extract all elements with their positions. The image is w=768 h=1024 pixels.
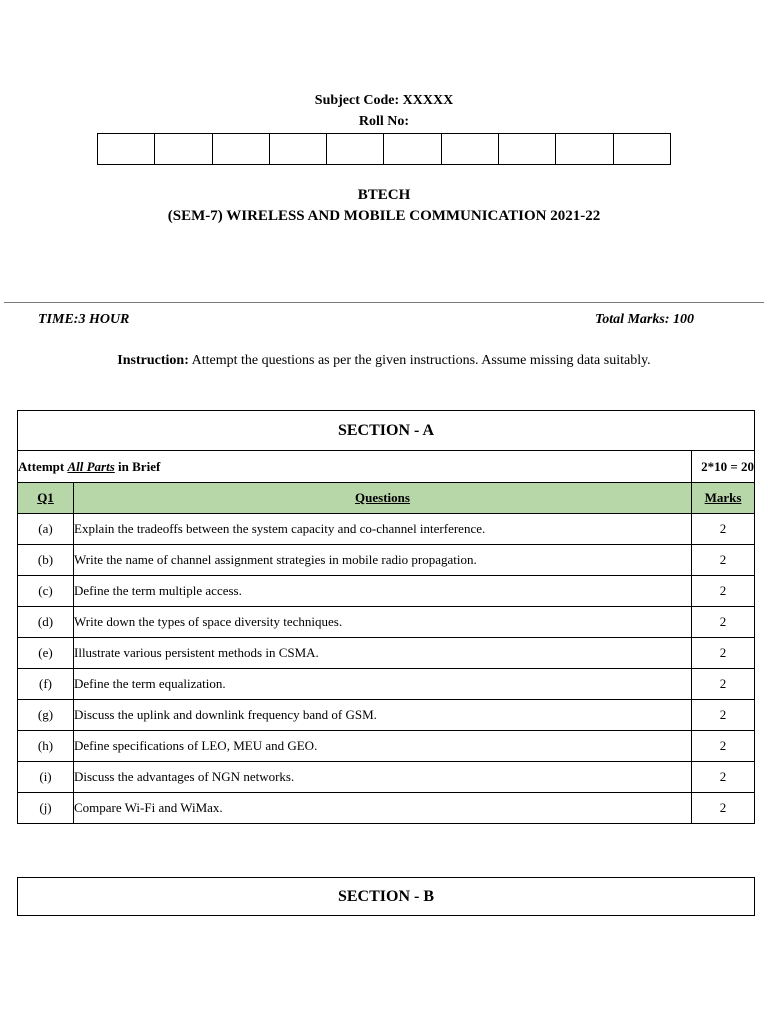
section-a-title: SECTION - A — [18, 411, 755, 451]
col-header-questions: Questions — [74, 483, 692, 514]
roll-no-box[interactable] — [499, 134, 556, 164]
question-row — [18, 514, 755, 545]
question-marks: 2 — [692, 514, 755, 545]
question-number: (g) — [18, 700, 74, 731]
question-text: Illustrate various persistent methods in CSMA. — [74, 638, 692, 669]
roll-no-box[interactable] — [213, 134, 270, 164]
roll-no-label: Roll No: — [358, 114, 410, 129]
question-number: (a) — [18, 514, 74, 545]
divider — [4, 302, 764, 303]
question-row — [18, 545, 755, 576]
exam-time: TIME:3 HOUR — [38, 312, 130, 327]
roll-no-box[interactable] — [614, 134, 670, 164]
attempt-suffix: in Brief — [114, 458, 161, 474]
roll-no-box[interactable] — [327, 134, 384, 164]
question-number: (i) — [18, 762, 74, 793]
col-header-marks: Marks — [692, 483, 755, 514]
total-marks: Total Marks: 100 — [594, 312, 694, 327]
question-text: Define specifications of LEO, MEU and GEO. — [74, 731, 692, 762]
question-number: (c) — [18, 576, 74, 607]
question-row — [18, 762, 755, 793]
question-row — [18, 700, 755, 731]
question-marks: 2 — [692, 762, 755, 793]
question-marks: 2 — [692, 669, 755, 700]
section-a-table — [17, 410, 755, 824]
attempt-instruction — [18, 451, 692, 483]
question-marks: 2 — [692, 607, 755, 638]
attempt-prefix: Attempt — [18, 458, 68, 474]
question-number: (e) — [18, 638, 74, 669]
question-number: (b) — [18, 545, 74, 576]
question-marks: 2 — [692, 793, 755, 824]
question-text: Write the name of channel assignment strategies in mobile radio propagation. — [74, 545, 692, 576]
question-marks: 2 — [692, 576, 755, 607]
section-b-title: SECTION - B — [17, 877, 755, 916]
question-number: (d) — [18, 607, 74, 638]
marks-formula: 2*10 = 20 — [692, 451, 755, 483]
instruction-label: Instruction: — [117, 353, 189, 368]
column-header-row — [18, 483, 755, 514]
instruction — [0, 353, 768, 369]
question-row — [18, 731, 755, 762]
roll-no-boxes — [97, 133, 671, 165]
question-row — [18, 576, 755, 607]
col-header-q: Q1 — [18, 483, 74, 514]
question-text: Define the term multiple access. — [74, 576, 692, 607]
question-marks: 2 — [692, 638, 755, 669]
question-text: Compare Wi-Fi and WiMax. — [74, 793, 692, 824]
question-number: (f) — [18, 669, 74, 700]
attempt-emphasis: All Parts — [67, 458, 115, 474]
question-number: (j) — [18, 793, 74, 824]
course-title: (SEM-7) WIRELESS AND MOBILE COMMUNICATION 2021-22 — [167, 208, 601, 224]
roll-no-box[interactable] — [442, 134, 499, 164]
instruction-text: Attempt the questions as per the given instructions. Assume missing data suitably. — [188, 353, 651, 368]
attempt-row — [18, 451, 755, 483]
question-marks: 2 — [692, 545, 755, 576]
question-marks: 2 — [692, 731, 755, 762]
question-text: Define the term equalization. — [74, 669, 692, 700]
question-text: Explain the tradeoffs between the system capacity and co-channel interference. — [74, 514, 692, 545]
question-text: Write down the types of space diversity techniques. — [74, 607, 692, 638]
section-a-header-row — [18, 411, 755, 451]
question-row — [18, 607, 755, 638]
subject-code: Subject Code: XXXXX — [314, 93, 454, 108]
question-row — [18, 638, 755, 669]
roll-no-box[interactable] — [270, 134, 327, 164]
question-row — [18, 793, 755, 824]
question-number: (h) — [18, 731, 74, 762]
question-text: Discuss the uplink and downlink frequency band of GSM. — [74, 700, 692, 731]
roll-no-box[interactable] — [384, 134, 441, 164]
roll-no-box[interactable] — [98, 134, 155, 164]
roll-no-box[interactable] — [556, 134, 613, 164]
program-title: BTECH — [357, 187, 411, 203]
question-marks: 2 — [692, 700, 755, 731]
question-row — [18, 669, 755, 700]
roll-no-box[interactable] — [155, 134, 212, 164]
question-text: Discuss the advantages of NGN networks. — [74, 762, 692, 793]
